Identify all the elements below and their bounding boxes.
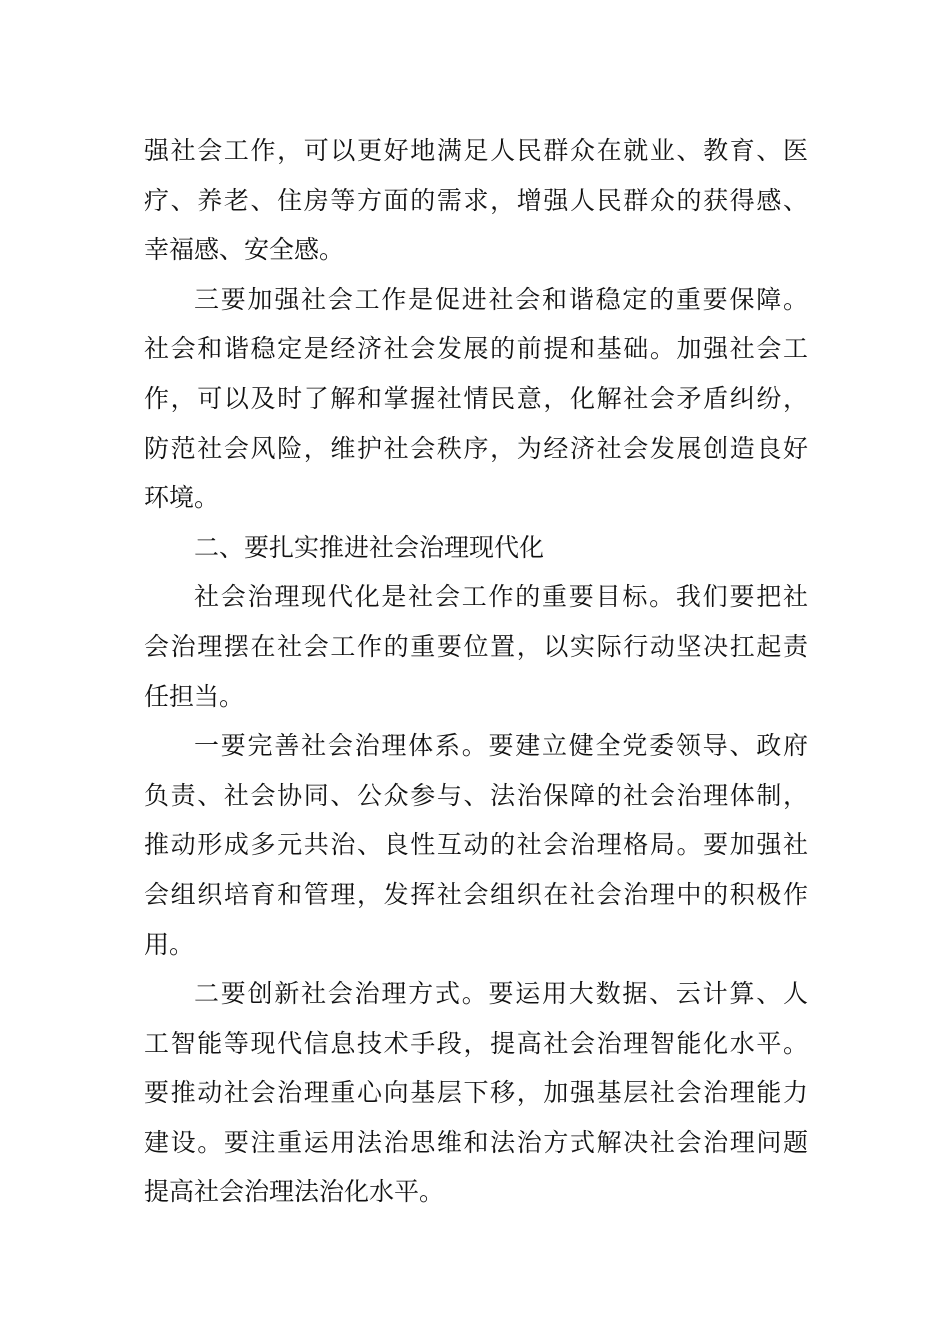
document-body: [144, 126, 808, 1217]
text-line: 疗、养老、住房等方面的需求，增强人民群众的获得感、: [144, 185, 808, 215]
text-line: 幸福感、安全感。: [144, 235, 345, 265]
text-line: 负责、社会协同、公众参与、法治保障的社会治理体制，: [144, 780, 808, 810]
text-line: 提高社会治理法治化水平。: [144, 1177, 445, 1207]
text-line: 环境。: [144, 483, 220, 513]
text-line: 建设。要注重运用法治思维和法治方式解决社会治理问题: [144, 1127, 808, 1157]
text-line: 会组织培育和管理，发挥社会组织在社会治理中的积极作: [144, 879, 808, 909]
text-line: 工智能等现代信息技术手段，提高社会治理智能化水平。: [144, 1028, 808, 1058]
text-line: 用。: [144, 929, 195, 959]
text-line: 任担当。: [144, 681, 245, 711]
text-line: 强社会工作，可以更好地满足人民群众在就业、教育、医: [144, 136, 808, 165]
section-heading: 二、要扎实推进社会治理现代化: [194, 532, 545, 562]
text-line: 会治理摆在社会工作的重要位置，以实际行动坚决扛起责: [144, 631, 808, 661]
paragraph-first-line: 三要加强社会工作是促进社会和谐稳定的重要保障。: [194, 284, 808, 314]
paragraph-first-line: 社会治理现代化是社会工作的重要目标。我们要把社: [194, 582, 808, 612]
paragraph-first-line: 二要创新社会治理方式。要运用大数据、云计算、人: [194, 979, 808, 1009]
text-line: 作，可以及时了解和掌握社情民意，化解社会矛盾纠纷，: [144, 383, 808, 413]
text-line: 防范社会风险，维护社会秩序，为经济社会发展创造良好: [144, 433, 808, 463]
text-line: 推动形成多元共治、良性互动的社会治理格局。要加强社: [144, 830, 808, 860]
paragraph-first-line: 一要完善社会治理体系。要建立健全党委领导、政府: [194, 731, 808, 761]
text-line: 要推动社会治理重心向基层下移，加强基层社会治理能力: [144, 1078, 808, 1108]
text-line: 社会和谐稳定是经济社会发展的前提和基础。加强社会工: [144, 334, 808, 364]
